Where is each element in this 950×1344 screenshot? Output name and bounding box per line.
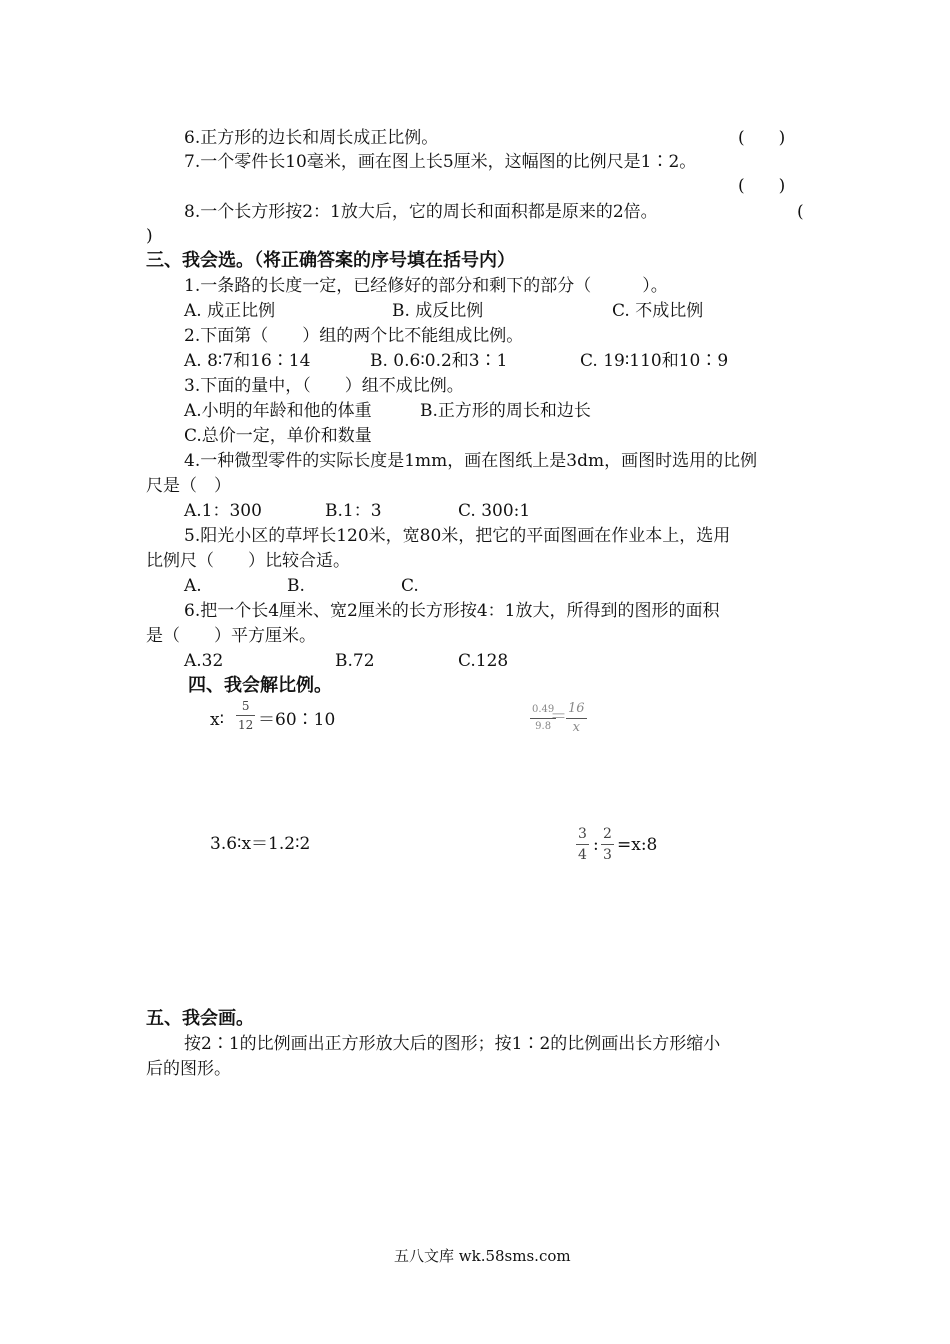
choose-q2-option-a: A. 8∶7和16∶14 <box>184 351 311 371</box>
equation-2-right-fraction <box>566 702 587 735</box>
choose-q3: 3.下面的量中，（ ）组不成比例。 <box>184 376 464 396</box>
equation-4-denominator-2: 3 <box>603 847 612 863</box>
choose-q2-option-b: B. 0.6∶0.2和3∶1 <box>370 351 508 371</box>
choose-q4-option-b: B.1：3 <box>325 501 382 521</box>
choose-q6-option-c: C.128 <box>458 651 509 671</box>
choose-q6-line1: 6.把一个长4厘米、宽2厘米的长方形按4：1放大，所得到的图形的面积 <box>184 601 720 621</box>
choose-q3-option-a: A.小明的年龄和他的体重 <box>184 401 372 421</box>
equation-2-right-numerator: 16 <box>568 701 585 716</box>
equation-1-numerator: 5 <box>241 699 250 713</box>
equation-2-equals: ＝ <box>550 707 567 727</box>
judge-q6-answer-blank[interactable]: ( ) <box>738 128 786 148</box>
equation-1-pre: x∶ <box>210 710 225 730</box>
choose-q4-line2: 尺是（ ） <box>146 476 231 496</box>
equation-4-post: =x:8 <box>617 835 658 855</box>
page-footer: 五八文库 wk.58sms.com <box>394 1247 571 1265</box>
equation-4-numerator-1: 3 <box>578 826 587 842</box>
equation-1-fraction <box>236 699 255 732</box>
equation-2-left-denominator: 9.8 <box>535 721 552 732</box>
choose-q5-option-a: A. <box>184 576 202 596</box>
choose-q2: 2.下面第（ ）组的两个比不能组成比例。 <box>184 326 524 346</box>
equation-4-denominator-1: 4 <box>578 847 587 863</box>
choose-section-heading: 三、我会选。（将正确答案的序号填在括号内） <box>146 250 515 271</box>
judge-q6: 6.正方形的边长和周长成正比例。 <box>184 128 439 148</box>
choose-q4-option-c: C. 300:1 <box>458 501 531 521</box>
equation-4-numerator-2: 2 <box>603 826 612 842</box>
judge-q8-answer-close: ) <box>146 226 153 246</box>
choose-q1-option-c: C. 不成比例 <box>612 301 704 321</box>
equation-2-right-denominator: x <box>572 720 580 735</box>
choose-q1-option-b: B. 成反比例 <box>392 301 484 321</box>
choose-q5-option-b: B. <box>287 576 305 596</box>
draw-instruction-line1: 按2∶1的比例画出正方形放大后的图形；按1∶2的比例画出长方形缩小 <box>184 1034 721 1054</box>
fraction-bar <box>576 844 589 845</box>
choose-q4-line1: 4.一种微型零件的实际长度是1mm，画在图纸上是3dm，画图时选用的比例 <box>184 451 758 471</box>
fraction-bar <box>236 715 255 716</box>
choose-q3-option-c: C.总价一定，单价和数量 <box>184 426 372 446</box>
equation-4-fraction-2 <box>601 826 614 863</box>
choose-q6-option-a: A.32 <box>184 651 224 671</box>
equation-4-separator: : <box>593 835 599 855</box>
equation-4-fraction-1 <box>576 826 589 863</box>
fraction-bar <box>566 718 587 719</box>
judge-q8-answer-open[interactable]: ( <box>797 202 804 222</box>
choose-q1-option-a: A. 成正比例 <box>184 301 276 321</box>
choose-q6-option-b: B.72 <box>335 651 375 671</box>
choose-q5-line1: 5.阳光小区的草坪长120米，宽80米，把它的平面图画在作业本上，选用 <box>184 526 731 546</box>
equation-2-left-numerator: 0.49 <box>532 704 555 715</box>
choose-q5-option-c: C. <box>401 576 419 596</box>
equation-3: 3.6∶x＝1.2∶2 <box>210 834 311 854</box>
choose-q3-option-b: B.正方形的周长和边长 <box>420 401 591 421</box>
judge-q7-answer-blank[interactable]: ( ) <box>738 176 786 196</box>
choose-q5-line2: 比例尺（ ）比较合适。 <box>146 551 350 571</box>
judge-q7: 7.一个零件长10毫米，画在图上长5厘米，这幅图的比例尺是1∶2。 <box>184 152 697 172</box>
choose-q6-line2: 是（ ）平方厘米。 <box>146 626 316 646</box>
draw-section-heading: 五、我会画。 <box>146 1008 254 1029</box>
choose-q1: 1.一条路的长度一定，已经修好的部分和剩下的部分（ ）。 <box>184 276 668 296</box>
solve-section-heading: 四、我会解比例。 <box>188 675 332 696</box>
equation-1-post: ＝60∶10 <box>258 710 336 730</box>
choose-q4-option-a: A.1：300 <box>184 501 262 521</box>
draw-instruction-line2: 后的图形。 <box>146 1059 231 1079</box>
choose-q2-option-c: C. 19∶110和10∶9 <box>580 351 729 371</box>
equation-1-denominator: 12 <box>238 718 254 732</box>
fraction-bar <box>601 844 614 845</box>
judge-q8: 8.一个长方形按2：1放大后，它的周长和面积都是原来的2倍。 <box>184 202 658 222</box>
